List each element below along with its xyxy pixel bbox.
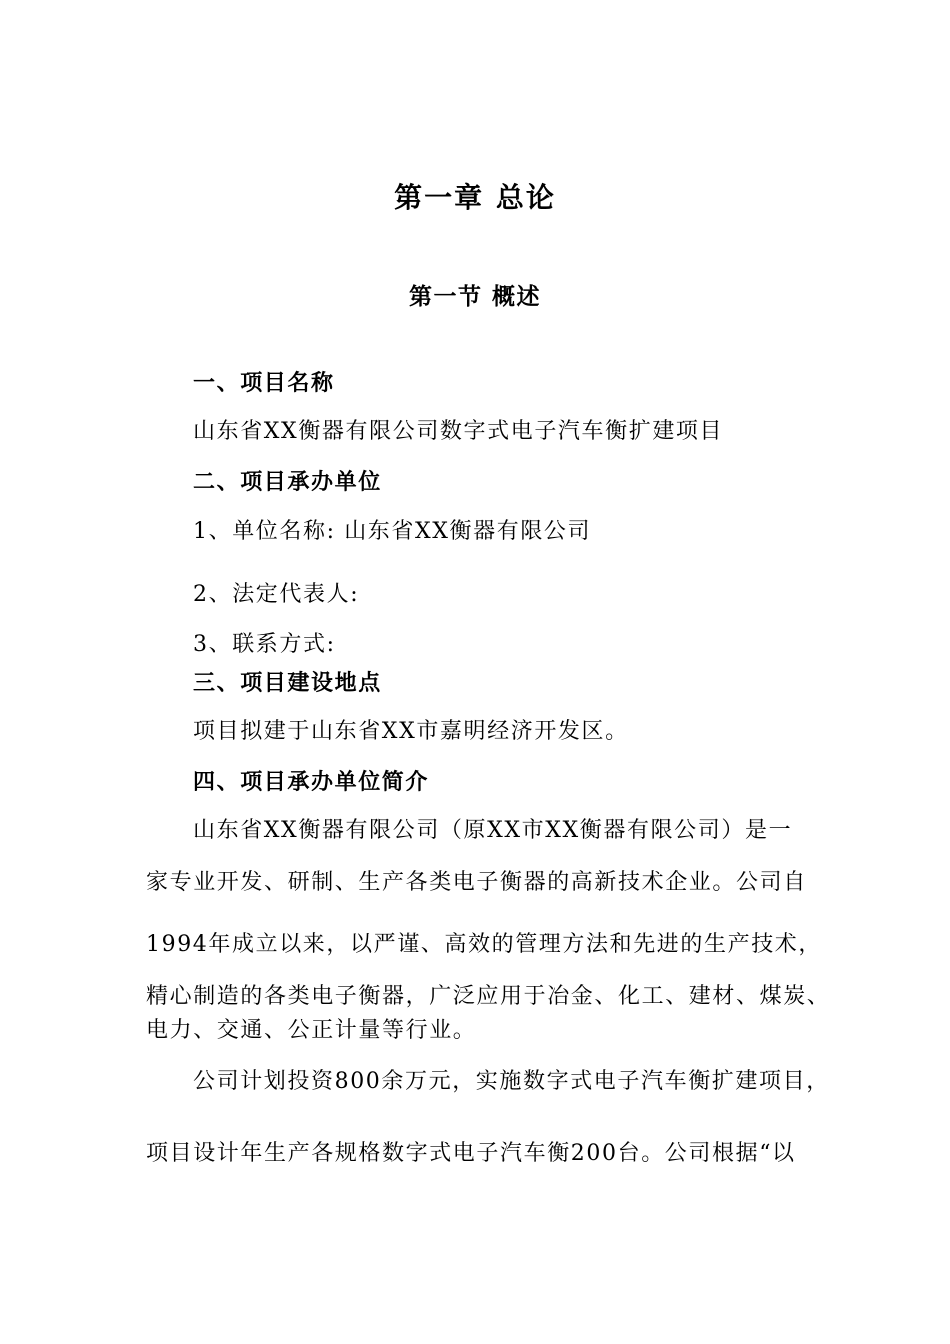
heading-construction-site: 三、项目建设地点 xyxy=(193,670,382,696)
section-title: 第一节 概述 xyxy=(408,283,541,310)
chapter-title: 第一章 总论 xyxy=(394,181,556,214)
plan-line-1: 公司计划投资800余万元，实施数字式电子汽车衡扩建项目， xyxy=(193,1069,830,1094)
intro-line-1: 山东省XX衡器有限公司（原XX市XX衡器有限公司）是一 xyxy=(193,818,793,843)
heading-unit-intro: 四、项目承办单位简介 xyxy=(193,769,430,795)
contact-item: 3、联系方式: xyxy=(193,632,336,657)
heading-project-name: 一、项目名称 xyxy=(193,370,335,396)
intro-line-4: 精心制造的各类电子衡器，广泛应用于冶金、化工、建材、煤炭、 xyxy=(146,984,831,1009)
unit-name-item: 1、单位名称: 山东省XX衡器有限公司 xyxy=(193,519,592,544)
intro-line-5: 电力、交通、公正计量等行业。 xyxy=(146,1018,477,1043)
location-text: 项目拟建于山东省XX市嘉明经济开发区。 xyxy=(193,719,629,744)
plan-line-2: 项目设计年生产各规格数字式电子汽车衡200台。公司根据“以 xyxy=(146,1141,796,1166)
intro-line-3: 1994年成立以来，以严谨、高效的管理方法和先进的生产技术， xyxy=(146,932,822,957)
project-name-text: 山东省XX衡器有限公司数字式电子汽车衡扩建项目 xyxy=(193,419,724,444)
legal-representative-item: 2、法定代表人: xyxy=(193,582,360,607)
heading-undertaking-unit: 二、项目承办单位 xyxy=(193,469,382,495)
intro-line-2: 家专业开发、研制、生产各类电子衡器的高新技术企业。公司自 xyxy=(146,870,807,895)
